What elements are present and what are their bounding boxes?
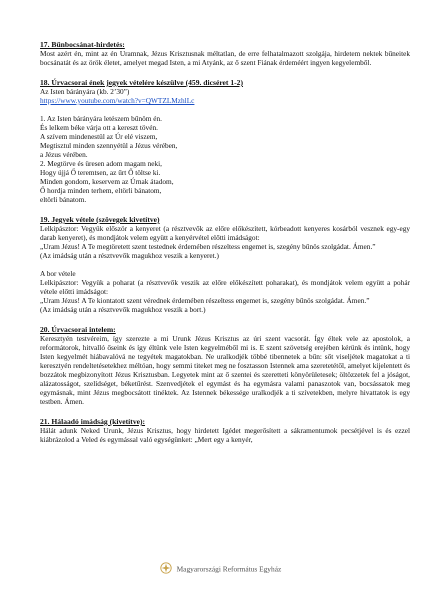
hymn-verses bbox=[40, 114, 410, 204]
section-21-text: Hálát adunk Neked Urunk, Jézus Krisztus, hogy hirdetett Igédet megerősített a sákramentumok pecsétjével is és ezzel kiábrázolod a Veled és egymással való egységünket: „Mert egy a kenyér, bbox=[40, 426, 410, 444]
section-17-text: Most azért én, mint az én Uramnak, Jézus Krisztusnak méltatlan, de erre felhatalmazott szolgája, hirdetem nektek bűneitek bocsánatát és az örök életet, amelyet megad Isten, a mi Atyánk, az ő szent Fiának érdeméért ingyen kegyelemből. bbox=[40, 49, 410, 67]
song-title: Az Isten bárányára (kb. 2’30”) bbox=[40, 87, 130, 96]
church-emblem-icon bbox=[160, 562, 172, 576]
wine-prayer: „Uram Jézus! A Te kiontatott szent vérednek érdemében részeltess engemet is, szegény bűnös szolgádat. Ámen.” bbox=[40, 296, 370, 305]
section-17-heading: 17. Bűnbocsánat-hirdetés: bbox=[40, 40, 125, 49]
section-18-heading: 18. Úrvacsorai ének jegyek vételére készülve (459. dicséret 1-2) bbox=[40, 78, 244, 87]
page-footer bbox=[0, 562, 441, 576]
bread-prayer: „Uram Jézus! A Te megtöretett szent testednek érdemében részeltess engemet is, szegény bűnös szolgádat. Ámen.” bbox=[40, 242, 376, 251]
section-20-heading: 20. Úrvacsorai intelem: bbox=[40, 325, 116, 334]
bread-note: (Az imádság után a résztvevők magukhoz veszik a kenyeret.) bbox=[40, 251, 219, 260]
wine-note: (Az imádság után a résztvevők magukhoz veszik a bort.) bbox=[40, 305, 206, 314]
footer-text: Magyarországi Református Egyház bbox=[176, 564, 282, 574]
section-21 bbox=[40, 417, 410, 444]
verse-line: A szívem mindenestül az Úr elé viszem, bbox=[40, 132, 158, 141]
wine-subheading: A bor vétele bbox=[40, 269, 76, 278]
section-20 bbox=[40, 325, 410, 406]
section-21-heading: 21. Hálaadó imádság (kivetítve): bbox=[40, 417, 146, 426]
verse-line: Hogy újjá Ő teremtsen, az űrt Ő töltse ki. bbox=[40, 168, 161, 177]
document-page bbox=[40, 40, 410, 455]
wine-instruction: Lelkipásztor: Vegyük a poharat (a résztvevők veszik az előre előkészített poharakat), és mondjátok velem együtt a pohár vétele előtti imádságot: bbox=[40, 278, 410, 296]
verse-line: a Jézus vérében. bbox=[40, 150, 88, 159]
verse-line: Ő hordja minden terhem, eltörli bánatom, bbox=[40, 186, 162, 195]
section-18 bbox=[40, 78, 410, 204]
verse-line: Minden gondom, keservem az Úrnak átadom, bbox=[40, 177, 174, 186]
verse-line: 1. Az Isten bárányára letészem bűnöm én. bbox=[40, 114, 162, 123]
verse-line: 2. Megtörve és üresen adom magam neki, bbox=[40, 159, 162, 168]
section-19-heading: 19. Jegyek vétele (szövegek kivetítve) bbox=[40, 215, 160, 224]
youtube-link[interactable]: https://www.youtube.com/watch?v=QWTZLMzhlLc bbox=[40, 96, 195, 105]
section-20-text: Keresztyén testvéreim, így szerezte a mi Urunk Jézus Krisztus az úri szent vacsorát. Így éltek vele az apostolok, a reformátorok, hitvalló őseink és így éltünk vele Isten kegyelméből mi is. E szent szövetség erejében kérünk és intünk, hogy Isten kegyelmét hiábavalóvá ne tegyétek magatokban. Ne uralkodjék többé tibennetek a bűn: sőt viseljétek magatokat a ti keresztyén rendeltetésetekhez méltóan, hogy semmi titeket meg ne fosztasson Istennek ama szeretetétől, amelyet kijelentett és bozzátok megbizonyított Jézus Krisztusban. Legyetek mint az ő szentei és szeretteti könyörületesek; öltözzetek fel a jóságot, alázatosságot, szelídséget, béketűrést. Szenvedjétek el egymást és ha egymásra valami panaszotok van, bocsássatok meg egymásnak, mint Jézus megbocsátott tinéktek. Az Istennek békessége uralkodjék a ti szívetekben, melyre hivattatok is egy testben. Ámen. bbox=[40, 334, 410, 406]
verse-line: eltörli bánatom. bbox=[40, 195, 87, 204]
section-19 bbox=[40, 215, 410, 314]
bread-instruction: Lelkipásztor: Vegyük először a kenyeret (a résztvevők az előre előkészített, kórbeadott kenyeres kosárból vesznek egy-egy darab kenyeret), és mondjátok velem együtt a kenyérvétel előtti imádságot: bbox=[40, 224, 410, 242]
verse-line: És lelkem béke várja ott a kereszt tövén. bbox=[40, 123, 158, 132]
section-17 bbox=[40, 40, 410, 67]
verse-line: Megtisztul minden szennyétül a Jézus vérében, bbox=[40, 141, 178, 150]
